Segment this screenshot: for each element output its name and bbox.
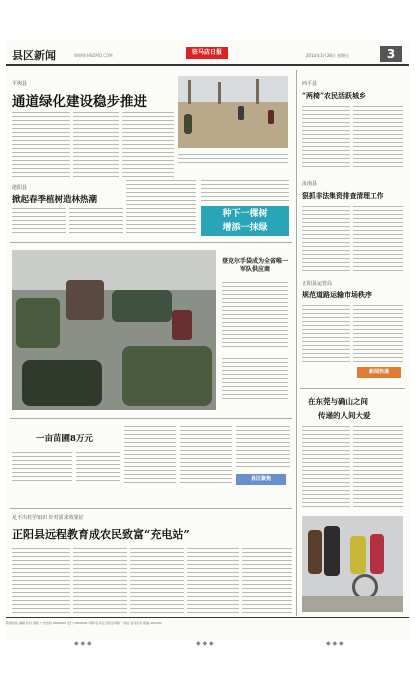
story-body (12, 450, 72, 484)
column-badge: 新闻快递 (357, 367, 401, 378)
story-body (12, 546, 70, 614)
page-nav-dots[interactable]: ◆ ◆ ◆ (196, 640, 214, 647)
footer-info: 新闻热线 编辑 校对 排版 广告热线 2800000 发行 2800000 印刷 驻马店日报社印刷厂 地址 驻马店市 邮编 463000 (6, 621, 162, 625)
section-subtitle: WWW.HNZMD.COM (74, 53, 113, 58)
story-body (302, 204, 350, 272)
column-badge: 县区聚焦 (236, 474, 286, 485)
divider (10, 418, 292, 419)
story-photo (178, 76, 288, 148)
factory-photo (12, 250, 216, 410)
story-kicker: 泌阳县 (12, 185, 28, 191)
story-headline: “两椅”农民活跃城乡 (302, 91, 367, 100)
story-headline: 狠抓非法集资排查清理工作 (302, 192, 384, 200)
story-body (122, 110, 174, 178)
story-headline: 正阳县远程教育成农民致富“充电站” (12, 528, 190, 541)
story-body (12, 206, 66, 236)
story-kicker: 正阳县运管局 (302, 281, 333, 287)
divider (10, 508, 292, 509)
story-headline: 掀起春季植树造林热潮 (12, 195, 98, 205)
story-kicker: 平舆县 (12, 81, 28, 87)
page-number: 3 (380, 46, 402, 62)
story-headline: 通道绿化建设稳步推进 (12, 94, 147, 110)
story-body (126, 178, 196, 236)
issue-date: 2014年3月28日 星期五 (306, 53, 350, 58)
story-body (222, 356, 288, 402)
story-body (222, 280, 288, 350)
story-headline: 在东莞与确山之间 (308, 397, 368, 406)
story-body (302, 424, 350, 510)
story-body (242, 546, 292, 614)
story-body (302, 104, 350, 170)
story-body (69, 206, 123, 236)
story-kicker: 西平县 (302, 81, 318, 87)
story-body (124, 424, 176, 484)
story-body (236, 424, 290, 468)
story-body (76, 450, 120, 484)
story-body (73, 546, 127, 614)
story-body (201, 178, 289, 202)
photo-caption (178, 152, 288, 164)
story-body (12, 110, 70, 178)
masthead-logo: 驻马店日报 (186, 47, 228, 59)
story-kicker: 汝南县 (302, 181, 318, 187)
story-headline: 传递的人间大爱 (318, 411, 371, 420)
story-body (130, 546, 184, 614)
family-photo (302, 516, 403, 612)
story-body (353, 424, 403, 510)
section-title: 县区新闻 (12, 49, 56, 62)
story-body (180, 424, 232, 484)
story-headline: 一亩苗圃8万元 (36, 434, 93, 444)
story-headline: 规范道路运输市场秩序 (302, 290, 372, 299)
story-body (353, 204, 403, 272)
divider (300, 388, 405, 389)
story-body (73, 110, 119, 178)
page-nav-dots[interactable]: ◆ ◆ ◆ (326, 640, 344, 647)
footer-rule (6, 617, 409, 618)
story-body (187, 546, 239, 614)
page-nav-dots[interactable]: ◆ ◆ ◆ (74, 640, 92, 647)
slogan-line: 种下一棵树 (222, 209, 268, 219)
story-body (302, 303, 350, 363)
story-body (353, 104, 403, 170)
column-divider (296, 70, 297, 616)
slogan-line: 增添一抹绿 (222, 223, 268, 233)
divider (10, 242, 292, 243)
story-body (353, 303, 403, 363)
slogan-banner (201, 206, 289, 236)
story-kicker: 足不出村学知识 针对需求效果好 (12, 515, 84, 521)
photo-story-headline: 登克尔手袋成为全省唯一军队供应商 (222, 258, 289, 273)
